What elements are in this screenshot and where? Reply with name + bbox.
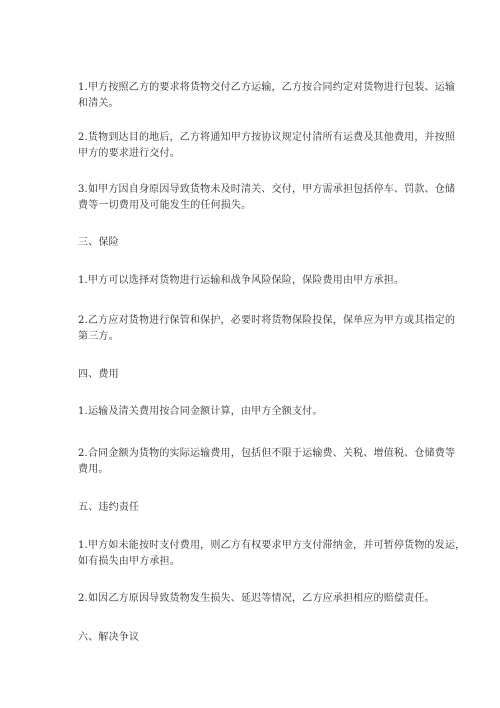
- text-line: 3.如甲方因自身原因导致货物未及时清关、交付，甲方需承担包括停车、罚款、仓储: [78, 184, 456, 195]
- text-line: 2.乙方应对货物进行保管和保护，必要时将货物保险投保，保单应为甲方或其指定的: [78, 315, 456, 326]
- text-line: 1.甲方按照乙方的要求将货物交付乙方运输，乙方按合同约定对货物进行包装、运输: [78, 82, 456, 93]
- paragraph-delivery-1: [78, 80, 456, 112]
- text-line: 2.货物到达目的地后，乙方将通知甲方按协议规定付清所有运费及其他费用，并按照: [78, 132, 456, 143]
- text-line: 1.运输及清关费用按合同金额计算，由甲方全额支付。: [78, 406, 323, 417]
- text-line: 1.甲方如未能按时支付费用，则乙方有权要求甲方支付滞纳金，并可暂停货物的发运，: [78, 540, 466, 551]
- section-heading-fees: 四、费用: [78, 369, 119, 380]
- paragraph-fees-2: [78, 446, 456, 478]
- section-heading-breach: 五、违约责任: [78, 502, 140, 513]
- section-heading-insurance: 三、保险: [78, 237, 119, 248]
- paragraph-insurance-1: [78, 273, 438, 289]
- text-line: 2.如因乙方原因导致货物发生损失、延迟等情况，乙方应承担相应的赔偿责任。: [78, 593, 435, 604]
- paragraph-fees-1: [78, 404, 438, 420]
- text-line: 2.合同金额为货物的实际运输费用，包括但不限于运输费、关税、增值税、仓储费等: [78, 448, 456, 459]
- section-heading-disputes: 六、解决争议: [78, 632, 140, 643]
- text-line: 费用。: [78, 464, 109, 475]
- paragraph-breach-1: [78, 538, 466, 570]
- text-line: 甲方的要求进行交付。: [78, 148, 180, 159]
- text-line: 1.甲方可以选择对货物进行运输和战争风险保险，保险费用由甲方承担。: [78, 275, 405, 286]
- text-line: 和清关。: [78, 98, 119, 109]
- text-line: 第三方。: [78, 331, 119, 342]
- paragraph-delivery-2: [78, 130, 456, 162]
- paragraph-breach-2: [78, 591, 438, 607]
- text-line: 如有损失由甲方承担。: [78, 556, 180, 567]
- paragraph-delivery-3: [78, 182, 456, 214]
- paragraph-insurance-2: [78, 313, 456, 345]
- text-line: 费等一切费用及可能发生的任何损失。: [78, 200, 252, 211]
